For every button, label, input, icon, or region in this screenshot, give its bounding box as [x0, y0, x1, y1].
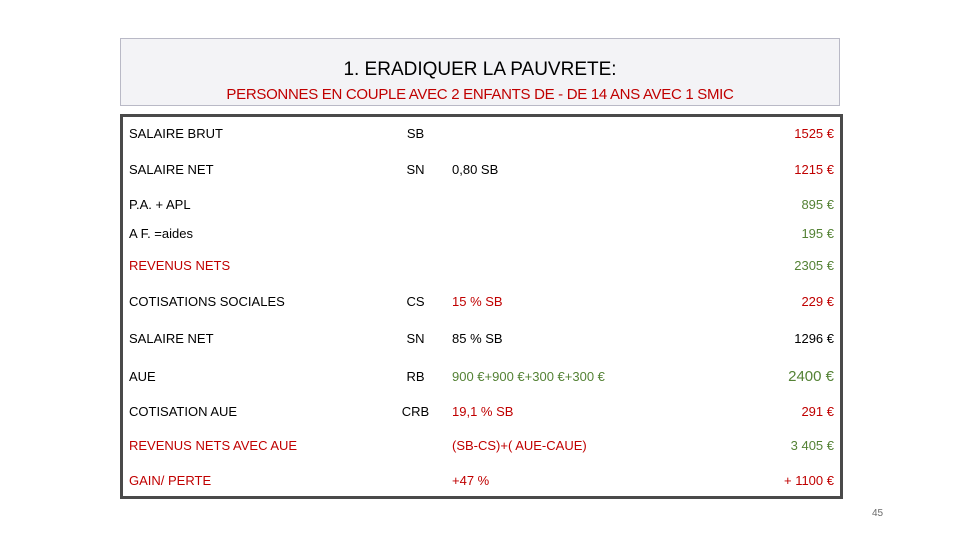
row-value: 2400 €: [688, 358, 842, 396]
row-formula: [446, 220, 688, 248]
row-label: COTISATIONS SOCIALES: [122, 284, 386, 320]
row-label: REVENUS NETS: [122, 248, 386, 284]
row-label: GAIN/ PERTE: [122, 464, 386, 498]
row-value: 1215 €: [688, 150, 842, 190]
row-code: RB: [386, 358, 446, 396]
row-code: [386, 220, 446, 248]
row-label: A F. =aides: [122, 220, 386, 248]
table-row: [122, 284, 842, 320]
row-formula: 0,80 SB: [446, 150, 688, 190]
row-value: 3 405 €: [688, 428, 842, 464]
row-value: 895 €: [688, 190, 842, 220]
row-label: SALAIRE NET: [122, 320, 386, 358]
row-value: 1296 €: [688, 320, 842, 358]
table-row: [122, 358, 842, 396]
table-row: [122, 116, 842, 150]
row-formula: 900 €+900 €+300 €+300 €: [446, 358, 688, 396]
row-code: SB: [386, 116, 446, 150]
row-formula: (SB-CS)+( AUE-CAUE): [446, 428, 688, 464]
table-row: [122, 220, 842, 248]
slide-subtitle: PERSONNES EN COUPLE AVEC 2 ENFANTS DE - DE 14 ANS AVEC 1 SMIC: [226, 86, 734, 103]
row-formula: [446, 248, 688, 284]
row-formula: 15 % SB: [446, 284, 688, 320]
row-code: [386, 464, 446, 498]
title-box: [120, 38, 840, 106]
row-formula: 85 % SB: [446, 320, 688, 358]
row-label: REVENUS NETS AVEC AUE: [122, 428, 386, 464]
table-row: [122, 150, 842, 190]
row-label: AUE: [122, 358, 386, 396]
row-formula: +47 %: [446, 464, 688, 498]
row-formula: 19,1 % SB: [446, 396, 688, 428]
row-code: SN: [386, 150, 446, 190]
row-value: 195 €: [688, 220, 842, 248]
row-code: CRB: [386, 396, 446, 428]
table-row: [122, 248, 842, 284]
row-value: 291 €: [688, 396, 842, 428]
row-formula: [446, 190, 688, 220]
row-label: COTISATION AUE: [122, 396, 386, 428]
row-label: SALAIRE NET: [122, 150, 386, 190]
row-label: SALAIRE BRUT: [122, 116, 386, 150]
row-value: 229 €: [688, 284, 842, 320]
row-code: SN: [386, 320, 446, 358]
row-value: 2305 €: [688, 248, 842, 284]
row-label: P.A. + APL: [122, 190, 386, 220]
row-code: [386, 248, 446, 284]
row-code: [386, 190, 446, 220]
table-row: [122, 396, 842, 428]
table-row: [122, 190, 842, 220]
page-number: 45: [872, 508, 884, 519]
table-row: [122, 320, 842, 358]
row-code: CS: [386, 284, 446, 320]
row-value: + 1100 €: [688, 464, 842, 498]
row-value: 1525 €: [688, 116, 842, 150]
row-code: [386, 428, 446, 464]
table-row: [122, 428, 842, 464]
slide-title: 1. ERADIQUER LA PAUVRETE:: [343, 59, 617, 80]
table-row: [122, 464, 842, 498]
row-formula: [446, 116, 688, 150]
income-table: [120, 114, 843, 499]
